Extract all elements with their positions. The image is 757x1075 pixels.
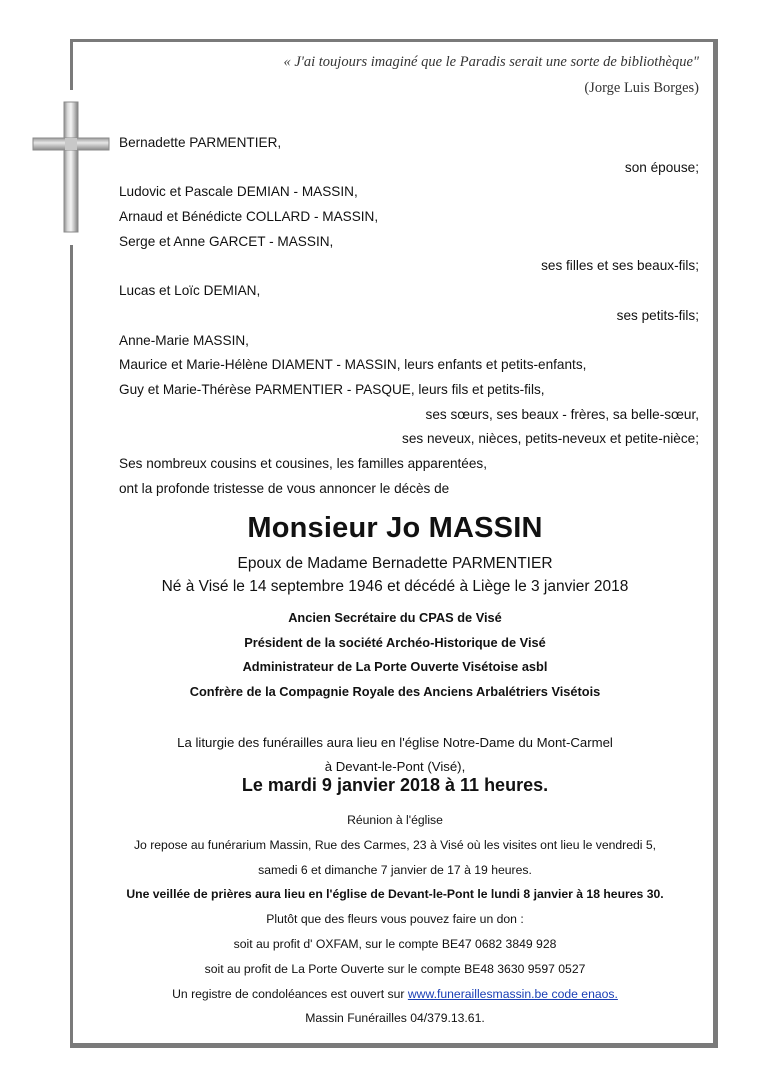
contact-line: Massin Funérailles 04/379.13.61. [305, 1011, 485, 1026]
family-line: Maurice et Marie-Hélène DIAMENT - MASSIN, leurs enfants et petits-enfants, [119, 357, 587, 373]
funeral-datetime: Le mardi 9 janvier 2018 à 11 heures. [241, 775, 549, 795]
family-line: Guy et Marie-Thérèse PARMENTIER - PASQUE, leurs fils et petits-fils, [119, 381, 545, 397]
condolence-register-link[interactable]: www.funeraillesmassin.be code enaos. [407, 986, 618, 1001]
practical-info [80, 808, 710, 1031]
deceased-name: Monsieur Jo MASSIN [247, 512, 543, 544]
title-line: Ancien Secrétaire du CPAS de Visé [288, 610, 502, 625]
epigraph-quote: « J'ai toujours imaginé que le Paradis serait une sorte de bibliothèque" [283, 54, 699, 70]
family-relation: ses filles et ses beaux-fils; [541, 258, 699, 274]
liturgy-info [80, 731, 710, 779]
family-line: Lucas et Loïc DEMIAN, [119, 283, 261, 299]
visits-line: samedi 6 et dimanche 7 janvier de 17 à 19 heures. [258, 862, 532, 877]
family-line: Ludovic et Pascale DEMIAN - MASSIN, [119, 184, 358, 200]
deceased-dates: Né à Visé le 14 septembre 1946 et décédé à Liège le 3 janvier 2018 [161, 578, 629, 595]
family-line: Anne-Marie MASSIN, [119, 332, 249, 348]
vigil-line: Une veillée de prières aura lieu en l'église de Devant-le-Pont le lundi 8 janvier à 18 heures 30. [126, 887, 664, 902]
liturgy-line: à Devant-le-Pont (Visé), [324, 759, 466, 774]
family-line: Serge et Anne GARCET - MASSIN, [119, 233, 334, 249]
family-list [119, 131, 699, 501]
meeting-line: Réunion à l'église [347, 813, 443, 827]
deceased-titles [80, 606, 710, 704]
family-relation: son épouse; [624, 159, 699, 175]
register-prefix: Un registre de condoléances est ouvert sur [172, 986, 408, 1001]
donation-intro: Plutôt que des fleurs vous pouvez faire un don : [266, 912, 524, 927]
announcement-line: ont la profonde tristesse de vous annoncer le décès de [119, 480, 450, 496]
donation-line: soit au profit de La Porte Ouverte sur le compte BE48 3630 9597 0527 [204, 961, 586, 976]
register-line [80, 982, 710, 1007]
visits-line: Jo repose au funérarium Massin, Rue des Carmes, 23 à Visé où les visites ont lieu le vendredi 5, [133, 837, 657, 852]
title-line: Administrateur de La Porte Ouverte Visétoise asbl [242, 659, 548, 674]
cross-icon [32, 100, 110, 234]
title-line: Président de la société Archéo-Historique de Visé [244, 634, 546, 650]
epigraph-author: (Jorge Luis Borges) [584, 80, 699, 96]
liturgy-line: La liturgie des funérailles aura lieu en l'église Notre-Dame du Mont-Carmel [177, 735, 613, 750]
family-relation: ses sœurs, ses beaux - frères, sa belle-sœur, [425, 406, 699, 422]
family-relation: ses neveux, nièces, petits-neveux et petite-nièce; [402, 431, 699, 447]
title-line: Confrère de la Compagnie Royale des Anciens Arbalétriers Visétois [189, 683, 601, 699]
family-line: Arnaud et Bénédicte COLLARD - MASSIN, [119, 209, 379, 225]
family-relation: ses petits-fils; [616, 307, 699, 323]
family-line: Ses nombreux cousins et cousines, les familles apparentées, [119, 455, 487, 471]
family-line: Bernadette PARMENTIER, [119, 135, 282, 150]
donation-line: soit au profit d' OXFAM, sur le compte BE47 0682 3849 928 [233, 936, 557, 951]
deceased-spouse: Epoux de Madame Bernadette PARMENTIER [237, 555, 553, 572]
